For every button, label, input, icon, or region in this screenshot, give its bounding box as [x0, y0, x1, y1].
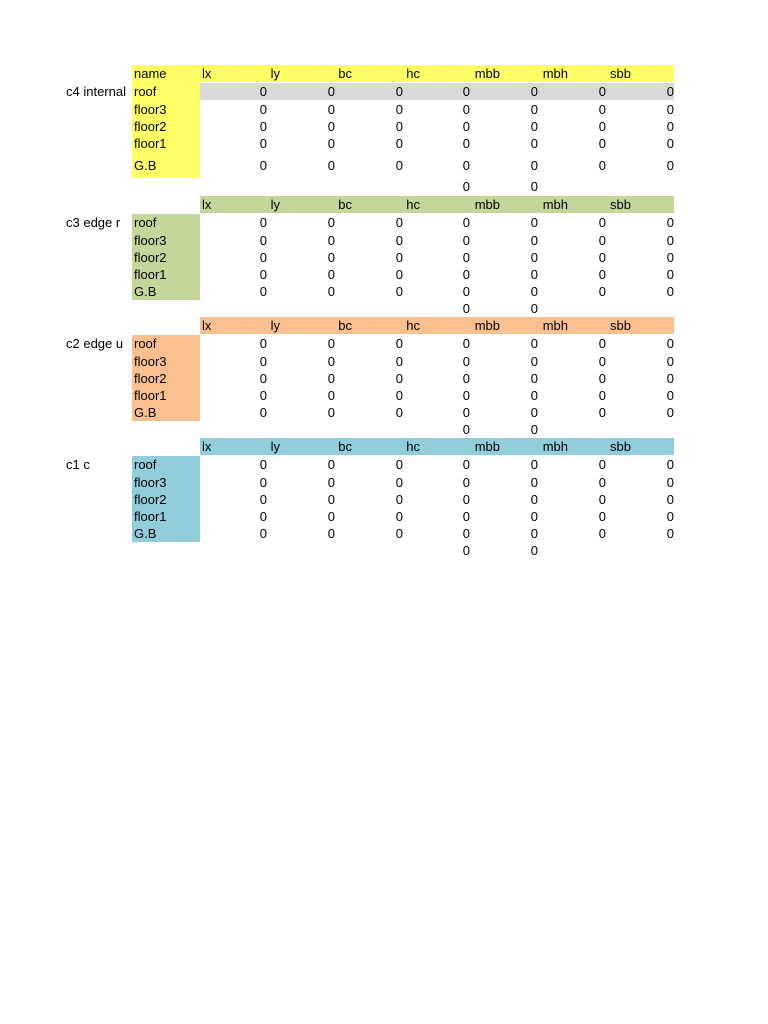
- cell-lx[interactable]: 0: [259, 526, 267, 541]
- table-row: [0, 387, 768, 404]
- cell-sbb[interactable]: 0: [666, 284, 674, 299]
- cell-ly[interactable]: 0: [327, 354, 335, 369]
- cell-hc[interactable]: 0: [462, 84, 470, 99]
- cell-bc[interactable]: 0: [395, 233, 403, 248]
- column-header-mbb[interactable]: mbb: [474, 66, 500, 81]
- cell-ly[interactable]: 0: [327, 371, 335, 386]
- cell-sbb[interactable]: 0: [666, 509, 674, 524]
- cell-bc[interactable]: 0: [395, 84, 403, 99]
- cell-hc[interactable]: 0: [462, 509, 470, 524]
- table-row: [0, 508, 768, 525]
- cell-bc[interactable]: 0: [395, 475, 403, 490]
- cell-lx[interactable]: 0: [259, 457, 267, 472]
- cell-ly[interactable]: 0: [327, 158, 335, 173]
- cell-mbb[interactable]: 0: [530, 371, 538, 386]
- cell-lx[interactable]: 0: [259, 492, 267, 507]
- row-name-floor3[interactable]: floor3: [134, 233, 167, 248]
- cell-mbh[interactable]: 0: [598, 509, 606, 524]
- table-row: [0, 118, 768, 135]
- cell-bc[interactable]: 0: [395, 526, 403, 541]
- cell-mbb[interactable]: 0: [530, 233, 538, 248]
- column-header-mbh[interactable]: mbh: [542, 439, 568, 454]
- cell-mbh[interactable]: 0: [598, 405, 606, 420]
- cell-mbh[interactable]: 0: [598, 136, 606, 151]
- cell-mbh[interactable]: 0: [598, 233, 606, 248]
- section-label[interactable]: c3 edge r: [66, 215, 121, 230]
- cell-bc[interactable]: 0: [395, 457, 403, 472]
- column-header-mbb[interactable]: mbb: [474, 318, 500, 333]
- column-header-ly[interactable]: ly: [270, 197, 280, 212]
- section-2: [0, 196, 768, 326]
- totals-row: [0, 178, 768, 195]
- cell-bc[interactable]: 0: [395, 492, 403, 507]
- cell-ly[interactable]: 0: [327, 284, 335, 299]
- cell-mbh[interactable]: 0: [598, 119, 606, 134]
- cell-mbb[interactable]: 0: [530, 136, 538, 151]
- cell-hc[interactable]: 0: [462, 526, 470, 541]
- cell-ly[interactable]: 0: [327, 119, 335, 134]
- cell-hc[interactable]: 0: [462, 371, 470, 386]
- cell-ly[interactable]: 0: [327, 509, 335, 524]
- cell-hc[interactable]: 0: [462, 354, 470, 369]
- cell-bc[interactable]: 0: [395, 284, 403, 299]
- table-row: [0, 266, 768, 283]
- cell-ly[interactable]: 0: [327, 475, 335, 490]
- cell-bc[interactable]: 0: [395, 354, 403, 369]
- row-name-floor1[interactable]: floor1: [134, 509, 167, 524]
- row-name-gb[interactable]: G.B: [134, 158, 157, 173]
- cell-mbh[interactable]: 0: [598, 284, 606, 299]
- cell-bc[interactable]: 0: [395, 371, 403, 386]
- column-header-lx[interactable]: lx: [202, 197, 212, 212]
- cell-hc[interactable]: 0: [462, 102, 470, 117]
- cell-sbb[interactable]: 0: [666, 354, 674, 369]
- section-4: [0, 438, 768, 568]
- cell-sbb[interactable]: 0: [666, 102, 674, 117]
- cell-mbh[interactable]: 0: [598, 492, 606, 507]
- cell-mbh[interactable]: 0: [598, 336, 606, 351]
- section-1: [0, 65, 768, 195]
- cell-bc[interactable]: 0: [395, 405, 403, 420]
- cell-ly[interactable]: 0: [327, 492, 335, 507]
- cell-bc[interactable]: 0: [395, 509, 403, 524]
- total-mbb[interactable]: 0: [530, 179, 538, 194]
- column-header-hc[interactable]: hc: [406, 197, 420, 212]
- cell-mbh[interactable]: 0: [598, 84, 606, 99]
- table-row: [0, 157, 768, 174]
- cell-hc[interactable]: 0: [462, 267, 470, 282]
- cell-bc[interactable]: 0: [395, 119, 403, 134]
- section-label[interactable]: c1 c: [66, 457, 90, 472]
- cell-mbh[interactable]: 0: [598, 250, 606, 265]
- cell-lx[interactable]: 0: [259, 84, 267, 99]
- row-name-roof[interactable]: roof: [134, 336, 157, 351]
- cell-ly[interactable]: 0: [327, 457, 335, 472]
- cell-lx[interactable]: 0: [259, 119, 267, 134]
- cell-mbh[interactable]: 0: [598, 371, 606, 386]
- row-name-floor3[interactable]: floor3: [134, 102, 167, 117]
- cell-mbb[interactable]: 0: [530, 119, 538, 134]
- cell-mbb[interactable]: 0: [530, 250, 538, 265]
- column-header-mbh[interactable]: mbh: [542, 66, 568, 81]
- cell-mbb[interactable]: 0: [530, 84, 538, 99]
- table-row: [0, 101, 768, 118]
- cell-sbb[interactable]: 0: [666, 250, 674, 265]
- cell-lx[interactable]: 0: [259, 475, 267, 490]
- row-name-floor2[interactable]: floor2: [134, 492, 167, 507]
- cell-mbh[interactable]: 0: [598, 457, 606, 472]
- cell-hc[interactable]: 0: [462, 284, 470, 299]
- cell-sbb[interactable]: 0: [666, 492, 674, 507]
- cell-sbb[interactable]: 0: [666, 267, 674, 282]
- row-name-floor2[interactable]: floor2: [134, 119, 167, 134]
- cell-mbh[interactable]: 0: [598, 267, 606, 282]
- cell-bc[interactable]: 0: [395, 102, 403, 117]
- cell-sbb[interactable]: 0: [666, 84, 674, 99]
- totals-row: [0, 542, 768, 559]
- row-name-gb[interactable]: G.B: [134, 526, 157, 541]
- cell-ly[interactable]: 0: [327, 84, 335, 99]
- cell-ly[interactable]: 0: [327, 526, 335, 541]
- cell-ly[interactable]: 0: [327, 405, 335, 420]
- row-name-floor3[interactable]: floor3: [134, 475, 167, 490]
- cell-sbb[interactable]: 0: [666, 526, 674, 541]
- row-name-roof[interactable]: roof: [134, 84, 157, 99]
- cell-mbb[interactable]: 0: [530, 215, 538, 230]
- cell-mbb[interactable]: 0: [530, 267, 538, 282]
- cell-sbb[interactable]: 0: [666, 475, 674, 490]
- row-name-roof[interactable]: roof: [134, 215, 157, 230]
- cell-hc[interactable]: 0: [462, 250, 470, 265]
- column-header-lx[interactable]: lx: [202, 318, 212, 333]
- column-header-sbb[interactable]: sbb: [610, 197, 631, 212]
- total-mbb[interactable]: 0: [530, 543, 538, 558]
- cell-hc[interactable]: 0: [462, 336, 470, 351]
- cell-sbb[interactable]: 0: [666, 371, 674, 386]
- cell-hc[interactable]: 0: [462, 215, 470, 230]
- cell-ly[interactable]: 0: [327, 233, 335, 248]
- cell-mbb[interactable]: 0: [530, 284, 538, 299]
- row-name-gb[interactable]: G.B: [134, 284, 157, 299]
- table-row: [0, 283, 768, 300]
- column-header-mbb[interactable]: mbb: [474, 439, 500, 454]
- total-hc[interactable]: 0: [462, 179, 470, 194]
- name-header[interactable]: name: [134, 66, 167, 81]
- section-label[interactable]: c2 edge u: [66, 336, 124, 351]
- cell-mbb[interactable]: 0: [530, 475, 538, 490]
- cell-lx[interactable]: 0: [259, 336, 267, 351]
- cell-lx[interactable]: 0: [259, 354, 267, 369]
- cell-ly[interactable]: 0: [327, 102, 335, 117]
- row-name-gb[interactable]: G.B: [134, 405, 157, 420]
- cell-lx[interactable]: 0: [259, 158, 267, 173]
- table-row: [0, 249, 768, 266]
- column-header-ly[interactable]: ly: [270, 318, 280, 333]
- cell-mbb[interactable]: 0: [530, 354, 538, 369]
- total-hc[interactable]: 0: [462, 543, 470, 558]
- column-header-bc[interactable]: bc: [338, 439, 352, 454]
- total-mbb[interactable]: 0: [530, 301, 538, 316]
- column-header-ly[interactable]: ly: [270, 66, 280, 81]
- cell-mbh[interactable]: 0: [598, 388, 606, 403]
- cell-mbh[interactable]: 0: [598, 102, 606, 117]
- cell-bc[interactable]: 0: [395, 388, 403, 403]
- column-header-hc[interactable]: hc: [406, 66, 420, 81]
- cell-bc[interactable]: 0: [395, 336, 403, 351]
- table-row: [0, 135, 768, 152]
- table-row: [0, 370, 768, 387]
- totals-row: [0, 421, 768, 438]
- cell-mbb[interactable]: 0: [530, 405, 538, 420]
- cell-mbb[interactable]: 0: [530, 526, 538, 541]
- cell-hc[interactable]: 0: [462, 136, 470, 151]
- cell-sbb[interactable]: 0: [666, 215, 674, 230]
- cell-ly[interactable]: 0: [327, 136, 335, 151]
- cell-mbb[interactable]: 0: [530, 388, 538, 403]
- row-name-floor2[interactable]: floor2: [134, 371, 167, 386]
- cell-lx[interactable]: 0: [259, 250, 267, 265]
- column-header-mbh[interactable]: mbh: [542, 197, 568, 212]
- column-header-bc[interactable]: bc: [338, 318, 352, 333]
- cell-mbh[interactable]: 0: [598, 215, 606, 230]
- cell-lx[interactable]: 0: [259, 267, 267, 282]
- table-row: [0, 474, 768, 491]
- row-name-floor1[interactable]: floor1: [134, 136, 167, 151]
- cell-mbh[interactable]: 0: [598, 158, 606, 173]
- column-header-bc[interactable]: bc: [338, 66, 352, 81]
- cell-sbb[interactable]: 0: [666, 388, 674, 403]
- cell-sbb[interactable]: 0: [666, 136, 674, 151]
- cell-sbb[interactable]: 0: [666, 336, 674, 351]
- cell-lx[interactable]: 0: [259, 215, 267, 230]
- cell-lx[interactable]: 0: [259, 405, 267, 420]
- cell-mbb[interactable]: 0: [530, 158, 538, 173]
- column-header-sbb[interactable]: sbb: [610, 318, 631, 333]
- cell-mbh[interactable]: 0: [598, 475, 606, 490]
- header-row: [0, 196, 768, 213]
- cell-sbb[interactable]: 0: [666, 119, 674, 134]
- table-row: [0, 83, 768, 100]
- cell-hc[interactable]: 0: [462, 388, 470, 403]
- cell-bc[interactable]: 0: [395, 215, 403, 230]
- row-name-roof[interactable]: roof: [134, 457, 157, 472]
- column-header-hc[interactable]: hc: [406, 439, 420, 454]
- cell-mbb[interactable]: 0: [530, 457, 538, 472]
- totals-row: [0, 300, 768, 317]
- cell-ly[interactable]: 0: [327, 250, 335, 265]
- total-hc[interactable]: 0: [462, 301, 470, 316]
- row-name-floor2[interactable]: floor2: [134, 250, 167, 265]
- cell-ly[interactable]: 0: [327, 215, 335, 230]
- table-row: [0, 335, 768, 352]
- table-row: [0, 491, 768, 508]
- cell-hc[interactable]: 0: [462, 475, 470, 490]
- table-row: [0, 525, 768, 542]
- cell-hc[interactable]: 0: [462, 119, 470, 134]
- cell-lx[interactable]: 0: [259, 284, 267, 299]
- column-header-mbb[interactable]: mbb: [474, 197, 500, 212]
- table-row: [0, 232, 768, 249]
- row-name-floor3[interactable]: floor3: [134, 354, 167, 369]
- cell-ly[interactable]: 0: [327, 267, 335, 282]
- cell-lx[interactable]: 0: [259, 388, 267, 403]
- cell-hc[interactable]: 0: [462, 457, 470, 472]
- row-name-floor1[interactable]: floor1: [134, 388, 167, 403]
- cell-lx[interactable]: 0: [259, 509, 267, 524]
- total-hc[interactable]: 0: [462, 422, 470, 437]
- cell-mbh[interactable]: 0: [598, 526, 606, 541]
- column-header-mbh[interactable]: mbh: [542, 318, 568, 333]
- cell-lx[interactable]: 0: [259, 371, 267, 386]
- header-row: [0, 438, 768, 455]
- cell-bc[interactable]: 0: [395, 136, 403, 151]
- column-header-sbb[interactable]: sbb: [610, 66, 631, 81]
- cell-mbb[interactable]: 0: [530, 509, 538, 524]
- total-mbb[interactable]: 0: [530, 422, 538, 437]
- cell-bc[interactable]: 0: [395, 250, 403, 265]
- cell-mbb[interactable]: 0: [530, 102, 538, 117]
- table-row: [0, 404, 768, 421]
- cell-hc[interactable]: 0: [462, 405, 470, 420]
- header-row: [0, 317, 768, 334]
- cell-lx[interactable]: 0: [259, 136, 267, 151]
- column-header-sbb[interactable]: sbb: [610, 439, 631, 454]
- cell-bc[interactable]: 0: [395, 267, 403, 282]
- cell-ly[interactable]: 0: [327, 388, 335, 403]
- column-header-lx[interactable]: lx: [202, 66, 212, 81]
- cell-ly[interactable]: 0: [327, 336, 335, 351]
- cell-mbh[interactable]: 0: [598, 354, 606, 369]
- cell-sbb[interactable]: 0: [666, 405, 674, 420]
- cell-lx[interactable]: 0: [259, 233, 267, 248]
- cell-sbb[interactable]: 0: [666, 233, 674, 248]
- cell-hc[interactable]: 0: [462, 492, 470, 507]
- column-header-bc[interactable]: bc: [338, 197, 352, 212]
- table-row: [0, 214, 768, 231]
- column-header-hc[interactable]: hc: [406, 318, 420, 333]
- table-row: [0, 353, 768, 370]
- cell-sbb[interactable]: 0: [666, 457, 674, 472]
- table-row: [0, 456, 768, 473]
- cell-sbb[interactable]: 0: [666, 158, 674, 173]
- column-header-lx[interactable]: lx: [202, 439, 212, 454]
- section-3: [0, 317, 768, 447]
- cell-mbb[interactable]: 0: [530, 336, 538, 351]
- cell-lx[interactable]: 0: [259, 102, 267, 117]
- cell-bc[interactable]: 0: [395, 158, 403, 173]
- header-row: [0, 65, 768, 82]
- column-header-ly[interactable]: ly: [270, 439, 280, 454]
- cell-hc[interactable]: 0: [462, 158, 470, 173]
- section-label[interactable]: c4 internal: [66, 84, 126, 99]
- cell-hc[interactable]: 0: [462, 233, 470, 248]
- cell-mbb[interactable]: 0: [530, 492, 538, 507]
- row-name-floor1[interactable]: floor1: [134, 267, 167, 282]
